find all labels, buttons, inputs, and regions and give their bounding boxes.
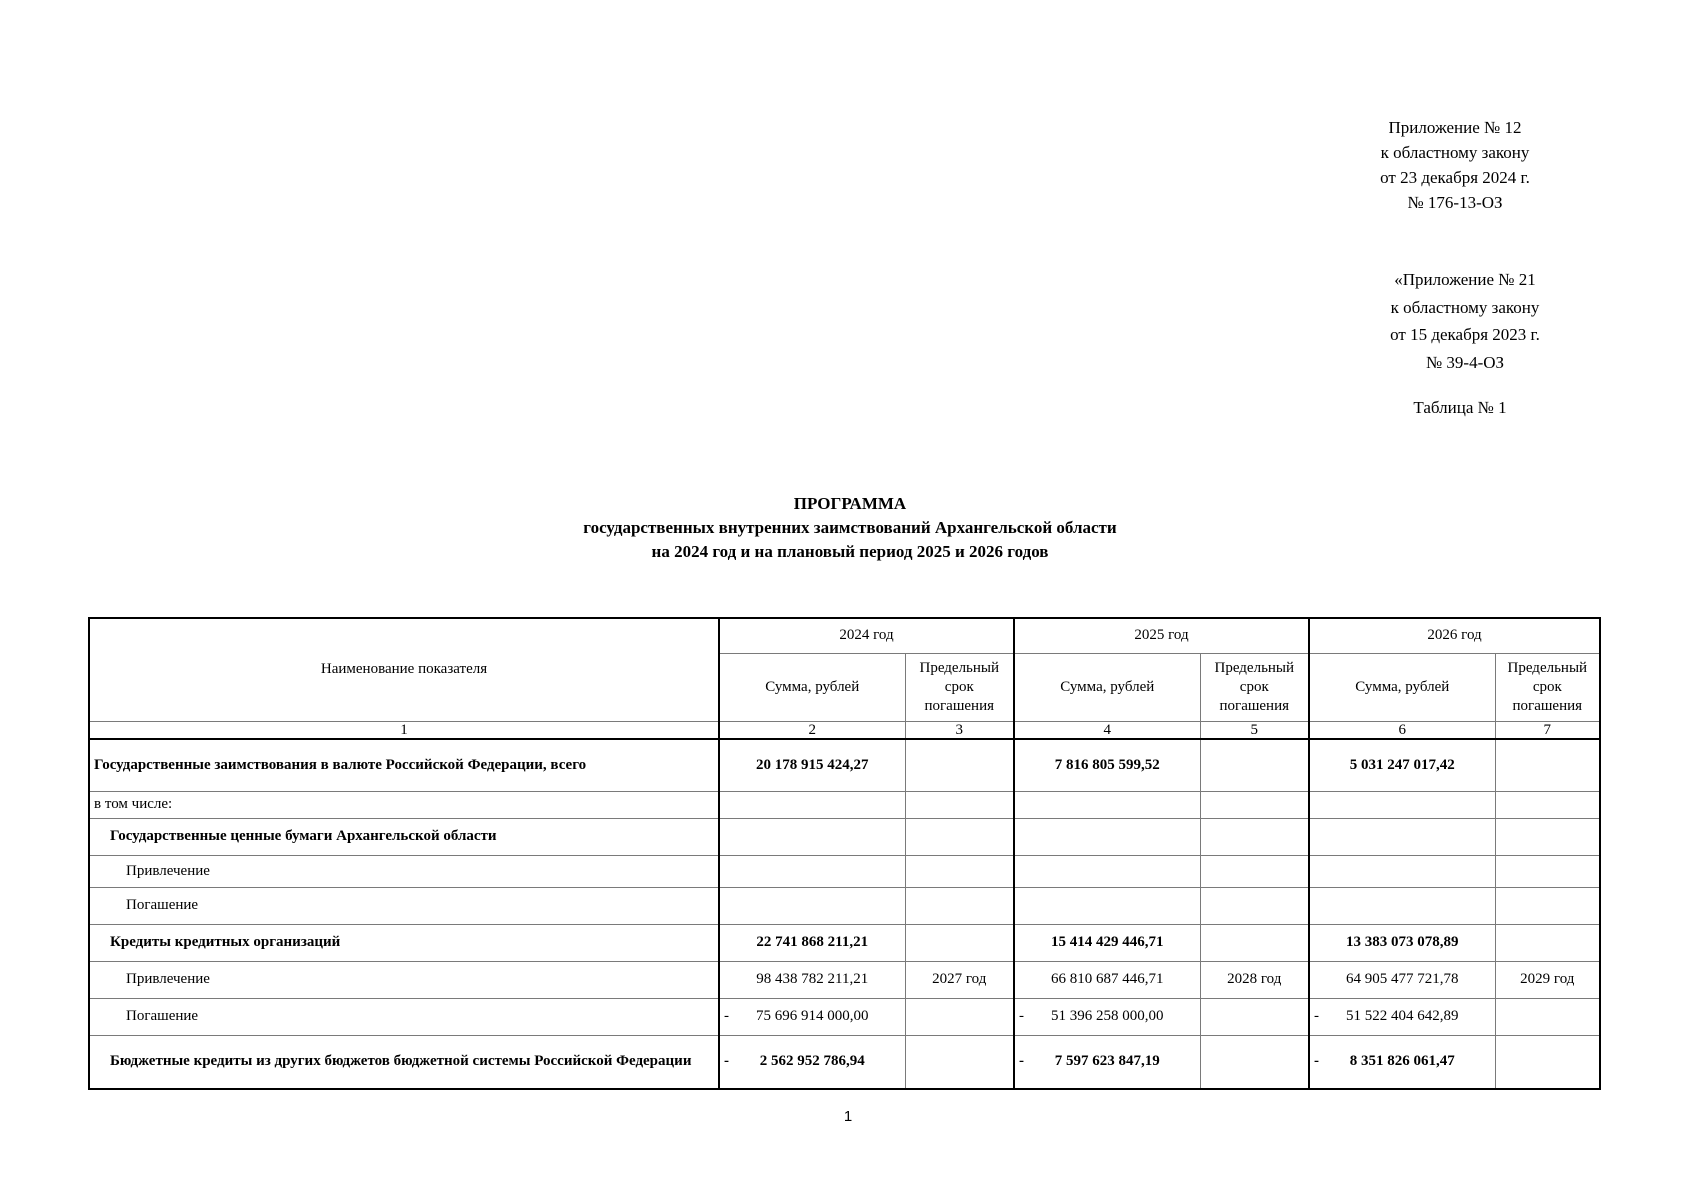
term-2024 bbox=[905, 791, 1014, 818]
table-row bbox=[89, 739, 1600, 791]
term-2024 bbox=[905, 924, 1014, 961]
table-row bbox=[89, 818, 1600, 855]
sum-2026-cell bbox=[1309, 1035, 1495, 1089]
term-2025 bbox=[1200, 791, 1309, 818]
annex-amended-line-3: от 15 декабря 2023 г. bbox=[1390, 325, 1540, 344]
header-year-2026: 2026 год bbox=[1309, 618, 1600, 653]
term-2025 bbox=[1200, 855, 1309, 887]
sum-2026-cell bbox=[1309, 998, 1495, 1035]
sum-2025: 51 396 258 000,00 bbox=[1051, 1008, 1164, 1024]
sum-2026: 51 522 404 642,89 bbox=[1346, 1008, 1459, 1024]
table-row bbox=[89, 1035, 1600, 1089]
term-2026 bbox=[1495, 791, 1600, 818]
term-2025 bbox=[1200, 887, 1309, 924]
term-2025 bbox=[1200, 739, 1309, 791]
sum-2024 bbox=[719, 818, 905, 855]
row-name: Погашение bbox=[89, 887, 719, 924]
annex-current-line-1: Приложение № 12 bbox=[1388, 118, 1522, 137]
row-name: Привлечение bbox=[89, 855, 719, 887]
header-sum-2024: Сумма, рублей bbox=[719, 653, 905, 721]
header-term-2024: Предельный срок погашения bbox=[905, 653, 1014, 721]
term-2024 bbox=[905, 1035, 1014, 1089]
term-2026: 2029 год bbox=[1495, 961, 1600, 998]
column-number-5: 5 bbox=[1200, 721, 1309, 739]
sum-2025: 66 810 687 446,71 bbox=[1014, 961, 1200, 998]
row-name: Привлечение bbox=[89, 961, 719, 998]
term-2025 bbox=[1200, 924, 1309, 961]
term-2024 bbox=[905, 998, 1014, 1035]
minus-sign: - bbox=[1314, 1008, 1320, 1024]
sum-2024: 22 741 868 211,21 bbox=[719, 924, 905, 961]
row-name: Кредиты кредитных организаций bbox=[89, 924, 719, 961]
table-number: Таблица № 1 bbox=[1413, 398, 1507, 417]
header-year-2025: 2025 год bbox=[1014, 618, 1309, 653]
sum-2026: 8 351 826 061,47 bbox=[1349, 1053, 1455, 1070]
sum-2024-cell bbox=[719, 1035, 905, 1089]
header-name: Наименование показателя bbox=[89, 618, 719, 721]
sum-2024 bbox=[719, 887, 905, 924]
title-line-1: ПРОГРАММА bbox=[793, 494, 907, 513]
sum-2025-cell bbox=[1014, 998, 1200, 1035]
sum-2024: 20 178 915 424,27 bbox=[719, 739, 905, 791]
term-2024 bbox=[905, 887, 1014, 924]
table-row bbox=[89, 887, 1600, 924]
row-name: Погашение bbox=[89, 998, 719, 1035]
title-line-3: на 2024 год и на плановый период 2025 и 2026 годов bbox=[651, 542, 1049, 561]
term-2025 bbox=[1200, 998, 1309, 1035]
annex-current-line-2: к областному закону bbox=[1380, 143, 1530, 162]
annex-amended-line-4: № 39-4-ОЗ bbox=[1425, 352, 1505, 372]
sum-2024: 2 562 952 786,94 bbox=[759, 1053, 865, 1070]
page-number: 1 bbox=[843, 1108, 853, 1125]
minus-sign: - bbox=[1314, 1053, 1320, 1070]
sum-2025 bbox=[1014, 855, 1200, 887]
column-number-3: 3 bbox=[905, 721, 1014, 739]
term-2024 bbox=[905, 818, 1014, 855]
sum-2026 bbox=[1309, 818, 1495, 855]
header-term-2025: Предельный срок погашения bbox=[1200, 653, 1309, 721]
sum-2024: 75 696 914 000,00 bbox=[756, 1008, 869, 1024]
term-2025 bbox=[1200, 818, 1309, 855]
term-2026 bbox=[1495, 887, 1600, 924]
document-title bbox=[300, 492, 1400, 564]
row-name: в том числе: bbox=[89, 791, 719, 818]
term-2026 bbox=[1495, 818, 1600, 855]
table-row bbox=[89, 924, 1600, 961]
table-row bbox=[89, 998, 1600, 1035]
table-row bbox=[89, 791, 1600, 818]
term-2025: 2028 год bbox=[1200, 961, 1309, 998]
term-2025 bbox=[1200, 1035, 1309, 1089]
term-2026 bbox=[1495, 739, 1600, 791]
sum-2024 bbox=[719, 791, 905, 818]
sum-2026: 64 905 477 721,78 bbox=[1309, 961, 1495, 998]
row-name: Государственные ценные бумаги Архангельской области bbox=[89, 818, 719, 855]
header-sum-2026: Сумма, рублей bbox=[1309, 653, 1495, 721]
sum-2025 bbox=[1014, 791, 1200, 818]
annex-amended-line-1: «Приложение № 21 bbox=[1394, 270, 1536, 289]
minus-sign: - bbox=[724, 1053, 729, 1070]
term-2024 bbox=[905, 855, 1014, 887]
column-number-6: 6 bbox=[1309, 721, 1495, 739]
table-row bbox=[89, 961, 1600, 998]
column-number-2: 2 bbox=[719, 721, 905, 739]
annex-current-line-3: от 23 декабря 2024 г. bbox=[1380, 168, 1530, 187]
column-number-4: 4 bbox=[1014, 721, 1200, 739]
sum-2025 bbox=[1014, 818, 1200, 855]
annex-current-line-4: № 176-13-ОЗ bbox=[1407, 193, 1503, 212]
sum-2026: 5 031 247 017,42 bbox=[1309, 739, 1495, 791]
row-name: Государственные заимствования в валюте Российской Федерации, всего bbox=[89, 739, 719, 791]
sum-2025: 7 816 805 599,52 bbox=[1014, 739, 1200, 791]
sum-2024 bbox=[719, 855, 905, 887]
term-2026 bbox=[1495, 1035, 1600, 1089]
sum-2026 bbox=[1309, 791, 1495, 818]
sum-2025: 15 414 429 446,71 bbox=[1014, 924, 1200, 961]
header-year-2024: 2024 год bbox=[719, 618, 1014, 653]
minus-sign: - bbox=[1019, 1053, 1025, 1070]
row-name: Бюджетные кредиты из других бюджетов бюджетной системы Российской Федерации bbox=[89, 1035, 719, 1089]
term-2024: 2027 год bbox=[905, 961, 1014, 998]
sum-2025 bbox=[1014, 887, 1200, 924]
sum-2026: 13 383 073 078,89 bbox=[1309, 924, 1495, 961]
sum-2024-cell bbox=[719, 998, 905, 1035]
annex-amended-reference bbox=[1345, 266, 1585, 376]
column-number-7: 7 bbox=[1495, 721, 1600, 739]
term-2024 bbox=[905, 739, 1014, 791]
term-2026 bbox=[1495, 998, 1600, 1035]
header-sum-2025: Сумма, рублей bbox=[1014, 653, 1200, 721]
table-row bbox=[89, 855, 1600, 887]
column-number-1: 1 bbox=[89, 721, 719, 739]
title-line-2: государственных внутренних заимствований Архангельской области bbox=[583, 518, 1117, 537]
term-2026 bbox=[1495, 924, 1600, 961]
sum-2025-cell bbox=[1014, 1035, 1200, 1089]
sum-2025: 7 597 623 847,19 bbox=[1054, 1053, 1160, 1070]
minus-sign: - bbox=[724, 1008, 729, 1024]
annex-amended-line-2: к областному закону bbox=[1390, 297, 1540, 317]
minus-sign: - bbox=[1019, 1008, 1025, 1024]
sum-2026 bbox=[1309, 887, 1495, 924]
header-term-2026: Предельный срок погашения bbox=[1495, 653, 1600, 721]
annex-current-reference bbox=[1340, 115, 1570, 215]
term-2026 bbox=[1495, 855, 1600, 887]
sum-2024: 98 438 782 211,21 bbox=[719, 961, 905, 998]
borrowing-program-table bbox=[88, 617, 1601, 1090]
sum-2026 bbox=[1309, 855, 1495, 887]
